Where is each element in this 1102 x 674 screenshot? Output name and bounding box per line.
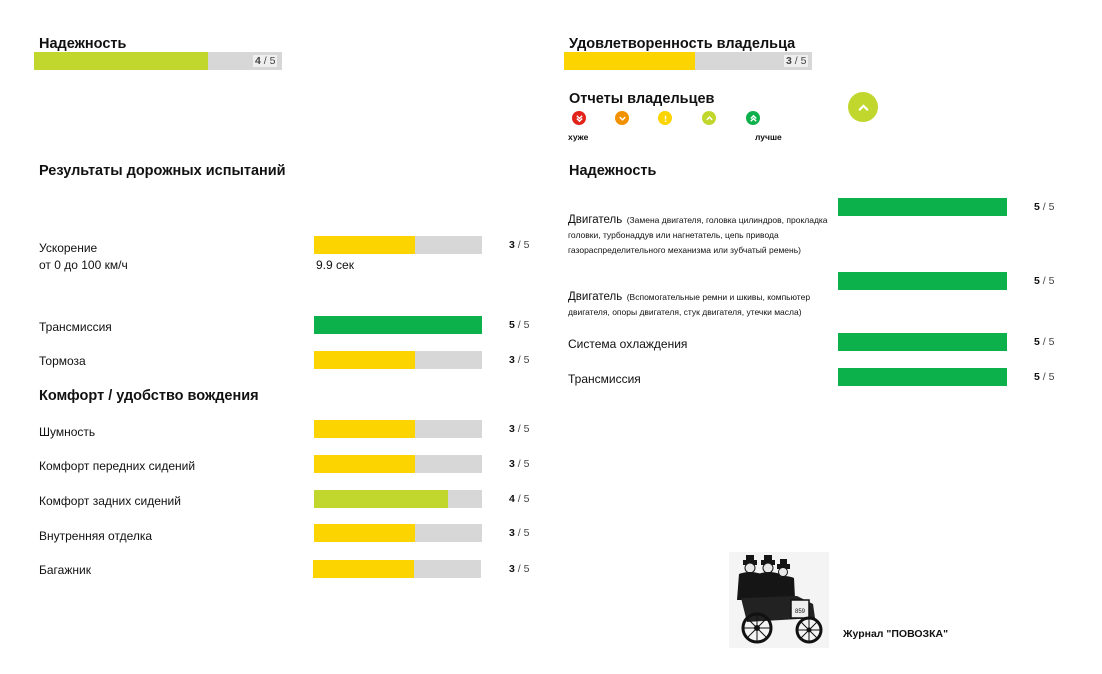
transmission-bar xyxy=(314,316,482,334)
transmission-fill xyxy=(314,316,482,334)
engine-major-score: 5 / 5 xyxy=(1034,201,1055,213)
transmission-reliability-score: 5 / 5 xyxy=(1034,371,1055,383)
rear-seats-label: Комфорт задних сидений xyxy=(39,494,181,508)
reliability-summary-score: 4 / 5 xyxy=(255,55,276,67)
engine-minor-label: Двигатель (Вспомогательные ремни и шкивы, компьютер двигателя, опоры двигателя, стук двигателя, утечки масла) xyxy=(568,291,811,317)
front-seats-label: Комфорт передних сидений xyxy=(39,459,196,473)
interior-label: Внутренняя отделка xyxy=(39,529,153,543)
cooling-system-bar xyxy=(838,333,1007,351)
trunk-label: Багажник xyxy=(39,563,91,577)
brakes-bar xyxy=(314,351,482,369)
rear-seats-bar xyxy=(314,490,482,508)
trunk-score: 3 / 5 xyxy=(509,563,530,575)
transmission-label: Трансмиссия xyxy=(39,320,112,334)
owner-reports-title: Отчеты владельцев xyxy=(569,91,715,107)
chevrons-down-icon xyxy=(572,111,586,125)
acceleration-bar xyxy=(314,236,482,254)
brakes-fill xyxy=(314,351,415,369)
trunk-bar xyxy=(313,560,481,578)
chevron-up-icon xyxy=(702,111,716,125)
comfort-title: Комфорт / удобство вождения xyxy=(39,388,259,404)
engine-major-fill xyxy=(838,198,1007,216)
interior-score: 3 / 5 xyxy=(509,527,530,539)
owner-satisfaction-fill xyxy=(564,52,695,70)
rear-seats-score: 4 / 5 xyxy=(509,493,530,505)
scale-worse-label: хуже xyxy=(568,132,589,142)
noise-label: Шумность xyxy=(39,425,96,439)
magazine-caption: Журнал "ПОВОЗКА" xyxy=(843,628,949,640)
acceleration-label: Ускорение xyxy=(39,241,98,255)
owner-satisfaction-bar xyxy=(564,52,812,70)
chevron-up-icon xyxy=(857,101,870,114)
cooling-system-fill xyxy=(838,333,1007,351)
acceleration-score: 3 / 5 xyxy=(509,239,530,251)
transmission-reliability-fill xyxy=(838,368,1007,386)
engine-major-bar xyxy=(838,198,1007,216)
trunk-fill xyxy=(313,560,414,578)
acceleration-sublabel: от 0 до 100 км/ч xyxy=(39,258,128,272)
scale-better-label: лучше xyxy=(755,132,782,142)
reliability-summary-title: Надежность xyxy=(39,36,127,52)
chevron-down-icon xyxy=(615,111,629,125)
vintage-car-illustration xyxy=(729,552,829,648)
noise-bar xyxy=(314,420,482,438)
engine-major-label: Двигатель (Замена двигателя, головка цилиндров, прокладка головки, турбонаддув или нагнетатель, цепь привода газораспределительного механизма или зубчатый ремень) xyxy=(568,214,828,255)
owner-satisfaction-score: 3 / 5 xyxy=(786,55,807,67)
brakes-label: Тормоза xyxy=(39,354,86,368)
owner-satisfaction-title: Удовлетворенность владельца xyxy=(569,36,796,52)
interior-bar xyxy=(314,524,482,542)
cooling-system-score: 5 / 5 xyxy=(1034,336,1055,348)
reliability-details-title: Надежность xyxy=(569,163,657,179)
engine-minor-fill xyxy=(838,272,1007,290)
road-tests-title: Результаты дорожных испытаний xyxy=(39,163,286,179)
transmission-score: 5 / 5 xyxy=(509,319,530,331)
interior-fill xyxy=(314,524,415,542)
acceleration-fill xyxy=(314,236,415,254)
scroll-up-button[interactable] xyxy=(848,92,878,122)
brakes-score: 3 / 5 xyxy=(509,354,530,366)
transmission-reliability-bar xyxy=(838,368,1007,386)
cooling-system-label: Система охлаждения xyxy=(568,337,688,351)
front-seats-score: 3 / 5 xyxy=(509,458,530,470)
noise-score: 3 / 5 xyxy=(509,423,530,435)
acceleration-time: 9.9 сек xyxy=(316,258,354,272)
reliability-summary-fill xyxy=(34,52,208,70)
engine-minor-bar xyxy=(838,272,1007,290)
reliability-summary-bar xyxy=(34,52,282,70)
svg-text:859: 859 xyxy=(794,609,806,615)
noise-fill xyxy=(314,420,415,438)
engine-minor-score: 5 / 5 xyxy=(1034,275,1055,287)
rear-seats-fill xyxy=(314,490,448,508)
chevrons-up-icon xyxy=(746,111,760,125)
exclamation-icon xyxy=(658,111,672,125)
transmission-reliability-label: Трансмиссия xyxy=(568,372,641,386)
front-seats-bar xyxy=(314,455,482,473)
front-seats-fill xyxy=(314,455,415,473)
